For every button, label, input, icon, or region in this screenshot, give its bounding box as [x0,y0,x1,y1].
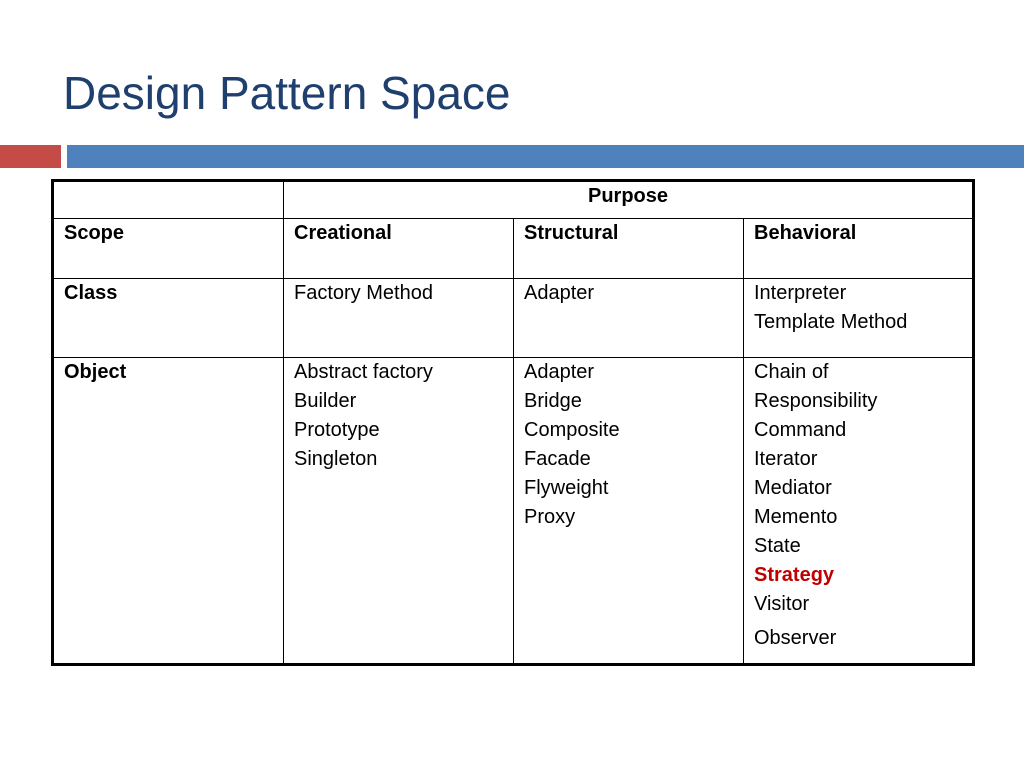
pattern-name: State [754,535,801,557]
purpose-header: Purpose [284,181,974,219]
empty-corner-cell [53,181,284,219]
pattern-name: Command [754,419,847,441]
class-behavioral-cell [744,279,974,358]
object-structural-cell [514,358,744,665]
pattern-name: Adapter [524,282,595,304]
pattern-name: Singleton [294,448,378,470]
pattern-name: Template Method [754,311,908,333]
pattern-name-highlighted: Strategy [754,564,835,586]
slide-title: Design Pattern Space [63,67,511,119]
object-behavioral-cell [744,358,974,665]
pattern-name: Memento [754,506,838,528]
object-creational-cell [284,358,514,665]
pattern-name: Adapter [524,361,595,383]
pattern-name: Proxy [524,506,576,528]
pattern-name: Chain of [754,361,829,383]
pattern-name: Facade [524,448,591,470]
pattern-name: Abstract factory [294,361,433,383]
structural-header: Structural [514,219,744,279]
pattern-name: Iterator [754,448,818,470]
object-row [53,358,974,665]
pattern-name: Bridge [524,390,582,412]
pattern-name: Flyweight [524,477,609,499]
class-structural-cell [514,279,744,358]
purpose-row [53,181,974,219]
object-scope-cell: Object [53,358,284,665]
accent-bar-red [0,145,61,168]
pattern-name: Mediator [754,477,832,499]
accent-bar-blue [67,145,1024,168]
scope-header: Scope [53,219,284,279]
pattern-name: Responsibility [754,390,878,412]
class-scope-cell: Class [53,279,284,358]
pattern-name: Composite [524,419,620,441]
pattern-name: Interpreter [754,282,847,304]
class-creational-cell [284,279,514,358]
pattern-name: Visitor [754,593,810,615]
header-row [53,219,974,279]
pattern-name: Observer [754,627,837,649]
pattern-name: Builder [294,390,357,412]
creational-header: Creational [284,219,514,279]
pattern-table [51,179,975,666]
pattern-name: Prototype [294,419,380,441]
class-row [53,279,974,358]
behavioral-header: Behavioral [744,219,974,279]
pattern-name: Factory Method [294,282,433,304]
